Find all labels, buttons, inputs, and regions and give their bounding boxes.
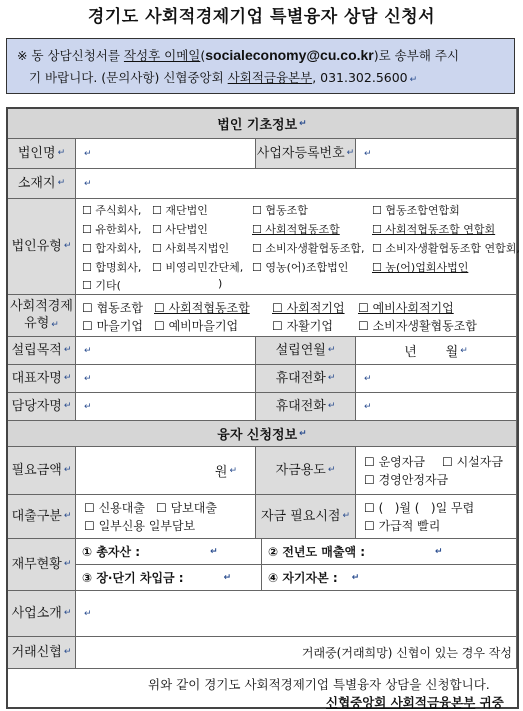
equity-field[interactable] [262, 565, 517, 591]
paragraph-mark: ↵ [210, 546, 218, 557]
corp-type-option[interactable]: ☐ 사단법인 [152, 223, 208, 236]
corp-type-option[interactable]: ☐ 협동조합연합회 [372, 204, 460, 217]
paragraph-mark: ↵ [327, 373, 336, 383]
corp-type-option[interactable]: ☐ 재단법인 [152, 204, 208, 217]
label-mobile-rep [256, 365, 356, 393]
se-type-option[interactable]: ☐ 예비사회적기업 [358, 301, 454, 315]
paragraph-mark: ↵ [84, 608, 92, 619]
paragraph-mark: ↵ [346, 148, 355, 158]
amount-unit: 원 [214, 465, 228, 480]
footer-statement: 위와 같이 경기도 사회적경제기업 특별융자 상담을 신청합니다. [148, 677, 490, 692]
label-finance [8, 539, 76, 591]
loan-type-option[interactable]: ☐ 일부신용 일부담보 [84, 519, 196, 533]
manager-name-field[interactable] [76, 393, 256, 421]
paragraph-mark: ↵ [63, 345, 72, 355]
biz-reg-no-field[interactable] [356, 139, 517, 169]
loans-label: ③ 장·단기 차입금 : [82, 571, 184, 585]
corp-type-other-option[interactable]: ☐ 기타( [82, 279, 121, 292]
loan-type-option[interactable]: ☐ 신용대출 [84, 501, 145, 515]
paragraph-mark: ↵ [63, 511, 72, 521]
footer-recipient-org: 신협중앙회 사회적금융본부 [326, 695, 476, 710]
paragraph-mark: ↵ [435, 546, 443, 557]
footer-recipient-suffix: 귀중 [475, 695, 504, 710]
label-amount [8, 447, 76, 495]
corp-type-options [76, 199, 520, 295]
label-corp-type [8, 199, 76, 295]
paragraph-mark: ↵ [63, 647, 72, 657]
paragraph-mark: ↵ [63, 559, 72, 569]
label-manager-name [8, 393, 76, 421]
fund-use-option[interactable]: ☐ 시설자금 [442, 455, 503, 469]
corp-type-other-close: ) [218, 277, 223, 290]
notice-line2-pre: 기 바랍니다. (문의사항) 신협중앙회 [29, 70, 228, 85]
amount-field[interactable] [76, 447, 256, 495]
prev-sales-label: ② 전년도 매출액 : [268, 545, 366, 559]
section-header-corp-basic [8, 109, 517, 139]
paragraph-mark: ↵ [299, 118, 307, 129]
fund-use-options [356, 447, 517, 495]
footer-recipient [326, 693, 504, 711]
paragraph-mark: ↵ [327, 465, 336, 475]
se-type-option[interactable]: ☐ 자활기업 [272, 319, 333, 333]
se-type-option[interactable]: ☐ 소비자생활협동조합 [358, 319, 477, 333]
label-text: 사업소개 [11, 606, 62, 621]
loan-type-options [76, 495, 256, 539]
paragraph-mark: ↵ [364, 148, 372, 159]
label-business [8, 591, 76, 637]
paragraph-mark: ↵ [51, 319, 59, 330]
label-text: 재무현황 [11, 557, 62, 572]
se-type-options [76, 295, 517, 337]
label-text: 소재지 [17, 176, 56, 191]
section-title: 융자 신청정보 [217, 428, 298, 443]
corp-type-option[interactable]: ☐ 유한회사, [82, 223, 142, 236]
paragraph-mark: ↵ [351, 572, 360, 583]
total-assets-label: ① 총자산 : [82, 545, 141, 559]
notice-line1-pre: ※ 동 상담신청서를 [17, 48, 124, 63]
notice-paren-open: ( [200, 48, 206, 63]
label-address [8, 169, 76, 199]
paragraph-mark: ↵ [460, 345, 468, 356]
page-title: 경기도 사회적경제기업 특별융자 상담 신청서 [87, 7, 436, 27]
est-date-value: 년 월 [404, 345, 459, 360]
business-field[interactable] [76, 591, 517, 637]
notice-email[interactable]: socialeconomy@cu.co.kr [205, 47, 374, 63]
label-est-date [256, 337, 356, 365]
fund-use-option[interactable]: ☐ 경영안정자금 [364, 473, 449, 487]
fund-time-option-date[interactable]: ☐ ( )월 ( )일 무렵 [364, 501, 475, 515]
application-form [6, 107, 519, 709]
label-text: 사회적경제 [10, 298, 73, 314]
label-loan-type [8, 495, 76, 539]
paragraph-mark: ↵ [63, 241, 72, 251]
paragraph-mark: ↵ [84, 345, 92, 356]
label-text: 사업자등록번호 [256, 146, 345, 161]
label-mobile-manager [256, 393, 356, 421]
label-text: 거래신협 [11, 645, 62, 660]
mobile-manager-field[interactable] [356, 393, 517, 421]
label-credit-union [8, 637, 76, 669]
label-text: 법인명 [17, 146, 56, 161]
prev-sales-field[interactable] [262, 539, 517, 565]
label-text: 법인유형 [11, 239, 62, 254]
corp-type-option[interactable]: ☐ 소비자생활협동조합, [252, 242, 365, 255]
rep-name-field[interactable] [76, 365, 256, 393]
corp-type-option[interactable]: ☐ 영농(어)조합법인 [252, 261, 349, 274]
notice-box [6, 38, 515, 94]
paragraph-mark: ↵ [364, 373, 372, 384]
corp-type-option[interactable]: ☐ 사회복지법인 [152, 242, 230, 255]
paragraph-mark: ↵ [63, 401, 72, 411]
paragraph-mark: ↵ [327, 401, 336, 411]
label-se-type [8, 295, 76, 337]
corp-type-option[interactable]: ☐ 사회적협동조합 [252, 223, 340, 236]
paragraph-mark: ↵ [57, 148, 66, 158]
paragraph-mark: ↵ [327, 345, 336, 355]
label-text: 자금용도 [275, 463, 326, 478]
notice-line2-underlined: 사회적금융본부 [227, 70, 313, 85]
fund-time-option-asap[interactable]: ☐ 가급적 빨리 [364, 519, 441, 533]
corp-type-option[interactable]: ☐ 합명회사, [82, 261, 142, 274]
label-corp-name [8, 139, 76, 169]
paragraph-mark: ↵ [84, 373, 92, 384]
paragraph-mark: ↵ [409, 75, 418, 85]
corp-type-option[interactable]: ☐ 사회적협동조합 연합회 [372, 223, 496, 236]
fund-time-options [356, 495, 517, 539]
paragraph-mark: ↵ [223, 572, 232, 583]
paragraph-mark: ↵ [63, 465, 72, 475]
credit-union-note: 거래중(거래희망) 신협이 있는 경우 작성 [301, 646, 512, 660]
corp-type-option[interactable]: ☐ 협동조합 [252, 204, 308, 217]
corp-name-field[interactable] [76, 139, 256, 169]
label-text: 설립목적 [11, 343, 62, 358]
label-purpose [8, 337, 76, 365]
label-text: 담당자명 [11, 399, 62, 414]
se-type-option[interactable]: ☐ 예비마을기업 [154, 319, 239, 333]
label-fund-time [256, 495, 356, 539]
label-rep-name [8, 365, 76, 393]
paragraph-mark: ↵ [299, 428, 307, 439]
se-type-option[interactable]: ☐ 사회적협동조합 [154, 301, 250, 315]
corp-type-option[interactable]: ☐ 비영리민간단체, [152, 261, 244, 274]
loan-type-option[interactable]: ☐ 담보대출 [156, 501, 217, 515]
notice-line2-post: , 031.302.5600 [312, 70, 408, 85]
label-text: 필요금액 [11, 463, 62, 478]
label-text: 대출구분 [11, 509, 62, 524]
credit-union-field[interactable] [76, 637, 517, 669]
se-type-option[interactable]: ☐ 마을기업 [82, 319, 143, 333]
fund-use-option[interactable]: ☐ 운영자금 [364, 455, 425, 469]
label-biz-reg-no [256, 139, 356, 169]
se-type-option[interactable]: ☐ 협동조합 [82, 301, 143, 315]
label-text: 휴대전화 [275, 371, 326, 386]
loans-field[interactable] [76, 565, 262, 591]
label-text: 설립연월 [275, 343, 326, 358]
paragraph-mark: ↵ [84, 178, 92, 189]
address-field[interactable] [76, 169, 517, 199]
paragraph-mark: ↵ [84, 148, 92, 159]
se-type-option[interactable]: ☐ 사회적기업 [272, 301, 345, 315]
purpose-field[interactable] [76, 337, 256, 365]
paragraph-mark: ↵ [63, 373, 72, 383]
paragraph-mark: ↵ [229, 465, 237, 476]
label-text: 대표자명 [11, 371, 62, 386]
corp-type-option[interactable]: ☐ 합자회사, [82, 242, 142, 255]
paragraph-mark: ↵ [364, 401, 372, 412]
notice-line1-underlined: 작성후 이메일 [123, 48, 201, 63]
corp-type-option[interactable]: ☐ 농(어)업회사법인 [372, 261, 469, 274]
section-header-loan-request [8, 421, 517, 447]
label-fund-use [256, 447, 356, 495]
paragraph-mark: ↵ [57, 178, 66, 188]
label-text: 유형 [24, 315, 50, 331]
est-date-field[interactable] [356, 337, 517, 365]
total-assets-field[interactable] [76, 539, 262, 565]
mobile-rep-field[interactable] [356, 365, 517, 393]
corp-type-option[interactable]: ☐ 주식회사, [82, 204, 142, 217]
corp-type-option[interactable]: ☐ 소비자생활협동조합 연합회, [372, 242, 520, 255]
paragraph-mark: ↵ [342, 511, 351, 521]
label-text: 자금 필요시점 [260, 509, 341, 524]
equity-label: ④ 자기자본 : [268, 571, 338, 585]
section-title: 법인 기초정보 [217, 118, 298, 133]
paragraph-mark: ↵ [63, 608, 72, 618]
label-text: 휴대전화 [275, 399, 326, 414]
paragraph-mark: ↵ [84, 401, 92, 412]
notice-line1-post: )로 송부해 주시 [373, 48, 460, 63]
